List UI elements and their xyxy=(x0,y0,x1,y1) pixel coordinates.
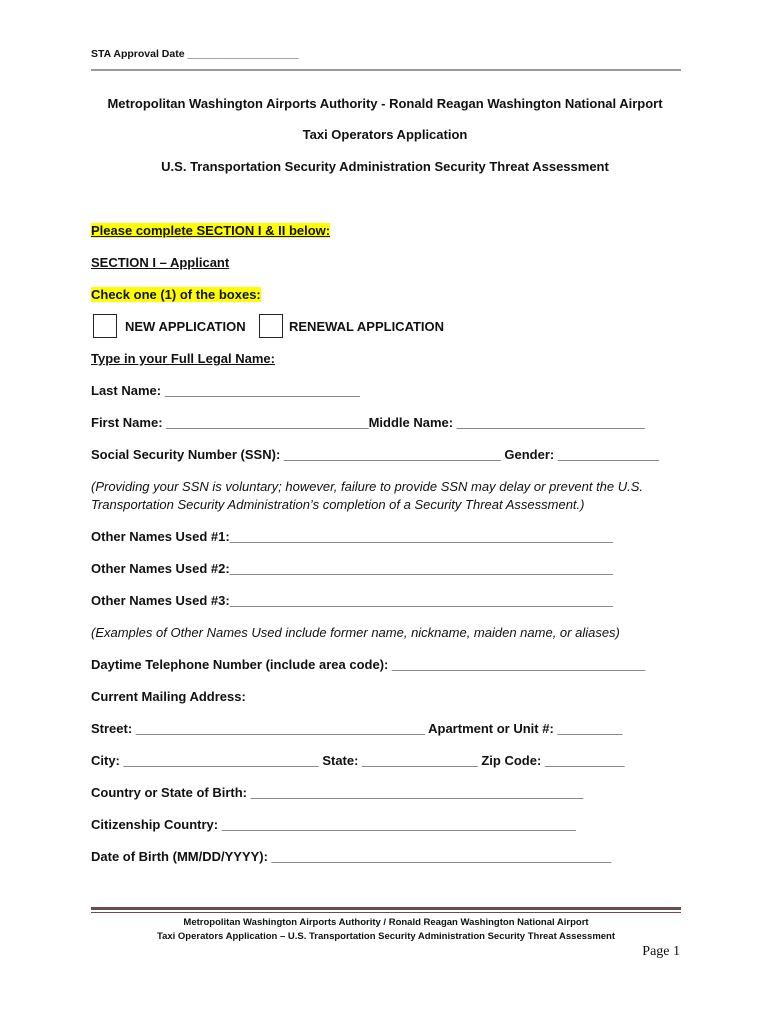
footer-divider-thick xyxy=(91,907,681,910)
mailing-address-heading: Current Mailing Address: xyxy=(91,689,246,704)
header-divider xyxy=(91,69,681,71)
section-one-title: SECTION I – Applicant xyxy=(91,255,230,270)
citizenship-country-field[interactable]: Citizenship Country: _________________________________________________ xyxy=(91,817,576,832)
other-name-1-field[interactable]: Other Names Used #1:_____________________________________________________ xyxy=(91,529,613,544)
ssn-note-line-1: (Providing your SSN is voluntary; however, failure to provide SSN may delay or prevent the U.S. xyxy=(91,479,644,494)
authority-title: Metropolitan Washington Airports Authority - Ronald Reagan Washington National Airport xyxy=(107,96,663,111)
footer-line-2: Taxi Operators Application – U.S. Transportation Security Administration Security Threat Assessment xyxy=(156,931,616,942)
street-apartment-field[interactable]: Street: ________________________________________ Apartment or Unit #: _________ xyxy=(91,721,623,736)
footer-line-1: Metropolitan Washington Airports Authority / Ronald Reagan Washington National Airport xyxy=(183,917,589,928)
full-legal-name-heading: Type in your Full Legal Name: xyxy=(91,351,275,366)
first-middle-name-field[interactable]: First Name: ____________________________Middle Name: __________________________ xyxy=(91,415,645,430)
ssn-note-line-2: Transportation Security Administration’s completion of a Security Threat Assessment.) xyxy=(91,497,585,512)
city-state-zip-field[interactable]: City: ___________________________ State: ________________ Zip Code: ___________ xyxy=(91,753,625,768)
renewal-application-label: RENEWAL APPLICATION xyxy=(289,319,445,334)
assessment-title: U.S. Transportation Security Administration Security Threat Assessment xyxy=(161,159,609,174)
check-one-instruction: Check one (1) of the boxes: xyxy=(91,287,261,302)
page-number: Page 1 xyxy=(642,944,680,959)
renewal-application-checkbox[interactable] xyxy=(259,314,283,338)
date-of-birth-field[interactable]: Date of Birth (MM/DD/YYYY): _______________________________________________ xyxy=(91,849,612,864)
ssn-gender-field[interactable]: Social Security Number (SSN): ______________________________ Gender: ______________ xyxy=(91,447,660,462)
other-names-note: (Examples of Other Names Used include former name, nickname, maiden name, or aliases) xyxy=(91,625,620,640)
complete-sections-instruction: Please complete SECTION I & II below: xyxy=(91,223,331,238)
birth-country-field[interactable]: Country or State of Birth: ______________________________________________ xyxy=(91,785,584,800)
footer-divider-thin xyxy=(91,912,681,913)
application-title: Taxi Operators Application xyxy=(302,127,468,142)
daytime-phone-field[interactable]: Daytime Telephone Number (include area code): ___________________________________ xyxy=(91,657,646,672)
last-name-field[interactable]: Last Name: ___________________________ xyxy=(91,383,360,398)
other-name-2-field[interactable]: Other Names Used #2:_____________________________________________________ xyxy=(91,561,613,576)
new-application-label: NEW APPLICATION xyxy=(125,319,246,334)
other-name-3-field[interactable]: Other Names Used #3:_____________________________________________________ xyxy=(91,593,613,608)
sta-approval-date: STA Approval Date ___________________ xyxy=(91,48,299,60)
new-application-checkbox[interactable] xyxy=(93,314,117,338)
